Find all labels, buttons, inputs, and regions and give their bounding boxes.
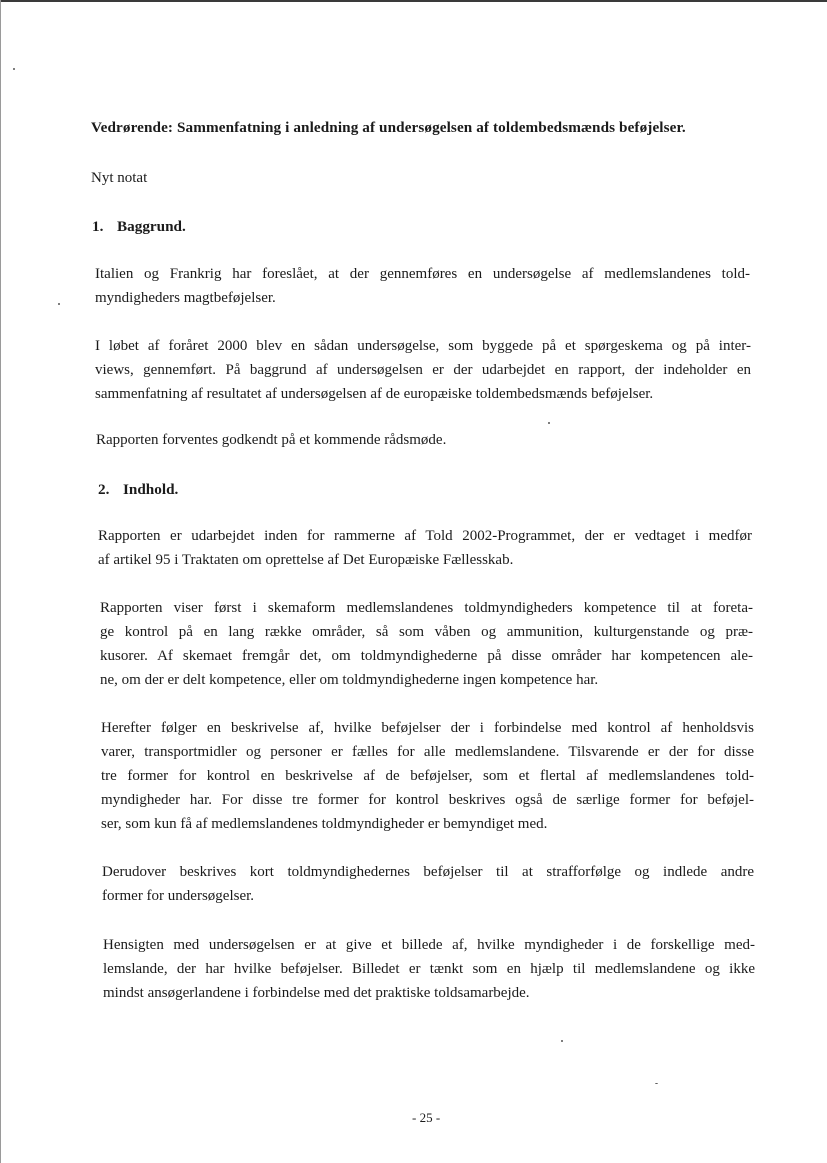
- paragraph-line: Italien og Frankrig har foreslået, at der gennemføres en undersøgelse af medlemslandenes told-: [95, 266, 750, 282]
- paragraph-line: ser, som kun få af medlemslandenes toldmyndigheder er bemyndiget med.: [101, 816, 548, 832]
- paragraph-line: myndigheder har. For disse tre former for kontrol beskrives også de særlige former for beføjel-: [101, 792, 754, 808]
- note-type: Nyt notat: [91, 170, 148, 186]
- paragraph-line: Rapporten viser først i skemaform medlemslandenes toldmyndigheders kompetence til at foreta-: [100, 600, 753, 616]
- paragraph-line: tre former for kontrol en beskrivelse af de beføjelser, som et flertal af medlemslandenes told-: [101, 768, 754, 784]
- top-border-rule: [0, 0, 827, 2]
- paragraph-line: myndigheders magtbeføjelser.: [95, 290, 276, 306]
- paragraph-line: sammenfatning af resultatet af undersøgelsen af de europæiske toldembedsmænds beføjelser.: [95, 386, 654, 402]
- scan-speck: [561, 1040, 563, 1042]
- paragraph-line: Rapporten er udarbejdet inden for rammerne af Told 2002-Programmet, der er vedtaget i medfør: [98, 528, 752, 544]
- section-title: Baggrund.: [117, 218, 186, 235]
- paragraph-line: kusorer. Af skemaet fremgår det, om toldmyndighederne på disse områder har kompetencen ale-: [100, 648, 753, 664]
- section-title: Indhold.: [123, 481, 179, 498]
- section-heading-indhold: [98, 481, 178, 499]
- paragraph: [100, 596, 753, 692]
- paragraph-line: Derudover beskrives kort toldmyndighedernes beføjelser til at strafforfølge og indlede andre: [102, 864, 754, 880]
- section-heading-baggrund: [92, 218, 186, 236]
- paragraph-line: Hensigten med undersøgelsen er at give et billede af, hvilke myndigheder i de forskellige med-: [103, 937, 755, 953]
- paragraph: [96, 428, 596, 452]
- paragraph-line: Rapporten forventes godkendt på et kommende rådsmøde.: [96, 432, 447, 448]
- scan-speck: [13, 68, 15, 70]
- paragraph: [98, 524, 752, 572]
- paragraph-line: I løbet af foråret 2000 blev en sådan undersøgelse, som byggede på et spørgeskema og på inter-: [95, 338, 751, 354]
- paragraph-line: mindst ansøgerlandene i forbindelse med det praktiske toldsamarbejde.: [103, 985, 530, 1001]
- paragraph: [101, 716, 754, 836]
- paragraph-line: former for undersøgelser.: [102, 888, 255, 904]
- scan-speck: [58, 303, 60, 305]
- paragraph: [103, 933, 755, 1005]
- paragraph-line: ge kontrol på en lang række områder, så som våben og ammunition, kulturgenstande og præ-: [100, 624, 753, 640]
- paragraph-line: lemslande, der har hvilke beføjelser. Billedet er tænkt som en hjælp til medlemslandene og ikke: [103, 961, 755, 977]
- page-number: - 25 -: [412, 1110, 441, 1125]
- paragraph-line: varer, transportmidler og personer er fælles for alle medlemslandene. Tilsvarende er der for disse: [101, 744, 754, 760]
- paragraph: [95, 262, 750, 310]
- paragraph-line: ne, om der er delt kompetence, eller om toldmyndighederne ingen kompetence har.: [100, 672, 599, 688]
- paragraph-line: af artikel 95 i Traktaten om oprettelse af Det Europæiske Fællesskab.: [98, 552, 514, 568]
- section-number: 2.: [98, 481, 110, 498]
- scan-speck: [655, 1083, 658, 1084]
- paragraph-line: views, gennemført. På baggrund af undersøgelsen er der udarbejdet en rapport, der indeholder en: [95, 362, 751, 378]
- left-scan-edge: [0, 0, 1, 1163]
- paragraph-line: Herefter følger en beskrivelse af, hvilke beføjelser der i forbindelse med kontrol af henholdsvis: [101, 720, 754, 736]
- scan-speck: [548, 422, 550, 424]
- section-number: 1.: [92, 218, 104, 235]
- paragraph: [95, 334, 751, 406]
- paragraph: [102, 860, 754, 908]
- subject-line: Vedrørende: Sammenfatning i anledning af undersøgelsen af toldembedsmænds beføjelser.: [91, 119, 686, 136]
